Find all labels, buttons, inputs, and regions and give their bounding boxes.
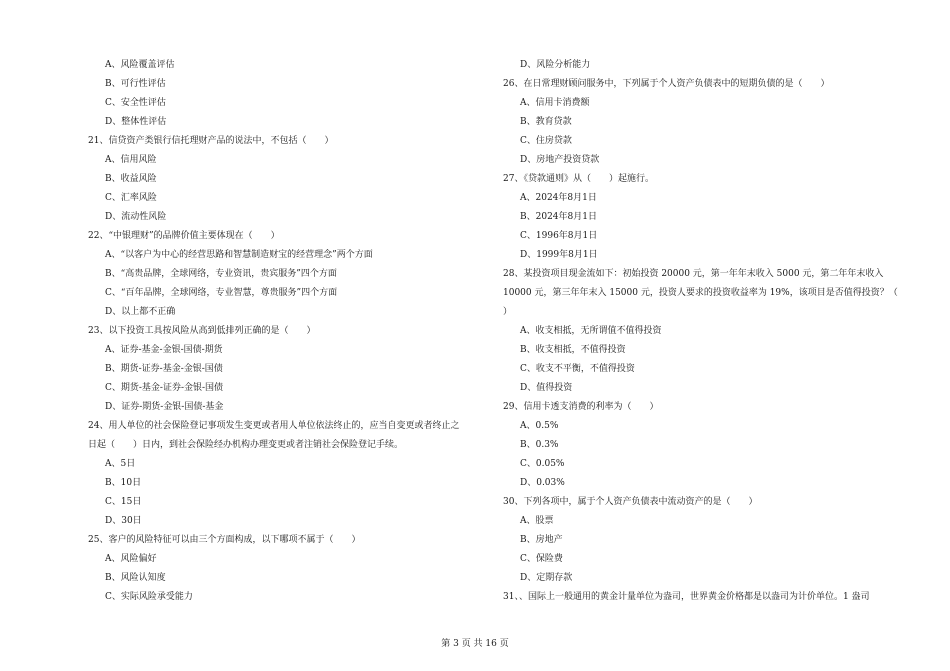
answer-option: C、实际风险承受能力 (105, 592, 193, 602)
answer-option: C、“百年品牌，全球网络，专业智慧，尊贵服务”四个方面 (105, 288, 338, 298)
question-text: 日起（ ）日内，到社会保险经办机构办理变更或者注销社会保险登记手续。 (88, 440, 404, 450)
question-text: 23、以下投资工具按风险从高到低排列正确的是（ ） (88, 326, 316, 336)
answer-option: B、风险认知度 (105, 573, 166, 583)
answer-option: C、1996年8月1日 (520, 231, 598, 241)
answer-option: B、2024年8月1日 (520, 212, 597, 222)
answer-option: D、以上都不正确 (105, 307, 176, 317)
answer-option: C、15日 (105, 497, 142, 507)
question-text: 25、客户的风险特征可以由三个方面构成，以下哪项不属于（ ） (88, 535, 361, 545)
answer-option: B、收支相抵，不值得投资 (520, 345, 626, 355)
question-text: ） (503, 307, 513, 317)
answer-option: A、证券-基金-金银-国债-期货 (105, 345, 223, 355)
answer-option: D、风险分析能力 (520, 60, 591, 70)
answer-option: A、2024年8月1日 (520, 193, 597, 203)
answer-option: B、0.3% (520, 440, 559, 450)
answer-option: C、0.05% (520, 459, 565, 469)
page-footer: 第 3 页 共 16 页 (441, 639, 509, 649)
answer-option: C、安全性评估 (105, 98, 166, 108)
answer-option: B、可行性评估 (105, 79, 166, 89)
question-text: 21、信贷资产类银行信托理财产品的说法中，不包括（ ） (88, 136, 334, 146)
answer-option: A、0.5% (520, 421, 559, 431)
answer-option: C、汇率风险 (105, 193, 157, 203)
answer-option: D、0.03% (520, 478, 565, 488)
left-column (88, 56, 488, 607)
answer-option: A、风险偏好 (105, 554, 157, 564)
question-text: 27、《贷款通则》从（ ）起施行。 (503, 174, 654, 184)
answer-option: C、收支不平衡，不值得投资 (520, 364, 635, 374)
question-text: 28、某投资项目现金流如下：初始投资 20000 元，第一年年末收入 5000 元，第二年年末收入 (503, 269, 884, 279)
answer-option: A、信用卡消费额 (520, 98, 590, 108)
question-text: 24、用人单位的社会保险登记事项发生变更或者用人单位依法终止的，应当自变更或者终止之 (88, 421, 460, 431)
answer-option: B、“高贵品牌，全球网络，专业资讯，贵宾服务”四个方面 (105, 269, 337, 279)
answer-option: D、定期存款 (520, 573, 573, 583)
answer-option: D、房地产投资贷款 (520, 155, 600, 165)
answer-option: B、期货-证券-基金-金银-国债 (105, 364, 223, 374)
answer-option: B、教育贷款 (520, 117, 572, 127)
question-text: 31、、国际上一般通用的黄金计量单位为盎司，世界黄金价格都是以盎司为计价单位。1 盎司 (503, 592, 870, 602)
answer-option: A、5日 (105, 459, 136, 469)
answer-option: A、“以客户为中心的经营思路和智慧制造财宝的经营理念”两个方面 (105, 250, 373, 260)
answer-option: C、期货-基金-证券-金银-国债 (105, 383, 224, 393)
answer-option: B、收益风险 (105, 174, 157, 184)
answer-option: C、保险费 (520, 554, 563, 564)
answer-option: D、值得投资 (520, 383, 573, 393)
answer-option: D、证券-期货-金银-国债-基金 (105, 402, 224, 412)
answer-option: C、住房贷款 (520, 136, 572, 146)
answer-option: D、1999年8月1日 (520, 250, 598, 260)
question-text: 30、下列各项中，属于个人资产负债表中流动资产的是（ ） (503, 497, 758, 507)
right-column (503, 56, 913, 607)
answer-option: B、10日 (105, 478, 142, 488)
answer-option: D、30日 (105, 516, 142, 526)
answer-option: A、股票 (520, 516, 554, 526)
question-text: 22、“中银理财”的品牌价值主要体现在（ ） (88, 231, 280, 241)
answer-option: A、风险覆盖评估 (105, 60, 175, 70)
answer-option: D、流动性风险 (105, 212, 167, 222)
question-text: 26、在日常理财顾问服务中，下列属于个人资产负债表中的短期负债的是（ ） (503, 79, 830, 89)
answer-option: A、收支相抵，无所谓值不值得投资 (520, 326, 662, 336)
answer-option: D、整体性评估 (105, 117, 167, 127)
question-text: 29、信用卡透支消费的利率为（ ） (503, 402, 659, 412)
question-text: 10000 元，第三年年末入 15000 元，投资人要求的投资收益率为 19%，该项目是否值得投资？（ (503, 288, 898, 298)
answer-option: B、房地产 (520, 535, 563, 545)
answer-option: A、信用风险 (105, 155, 157, 165)
